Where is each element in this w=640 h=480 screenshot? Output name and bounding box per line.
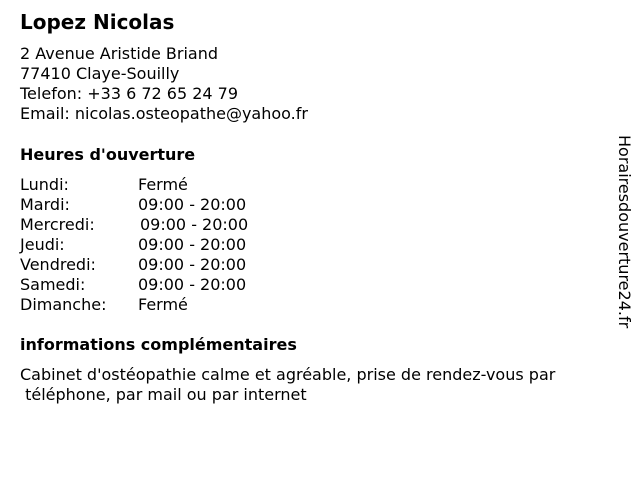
address-street: 2 Avenue Aristide Briand: [20, 44, 219, 63]
day-hours: 09:00 - 20:00: [138, 195, 247, 214]
opening-hours-heading: Heures d'ouverture: [20, 145, 196, 164]
day-hours: 09:00 - 20:00: [138, 275, 247, 294]
day-label: Jeudi:: [20, 235, 65, 254]
day-label: Mercredi:: [20, 215, 95, 234]
day-label: Samedi:: [20, 275, 86, 294]
additional-info-heading: informations complémentaires: [20, 335, 297, 354]
day-hours: Fermé: [138, 175, 188, 194]
email-address: Email: nicolas.osteopathe@yahoo.fr: [20, 104, 308, 123]
day-hours: 09:00 - 20:00: [138, 235, 247, 254]
site-watermark: Horairesdouverture24.fr: [615, 135, 634, 329]
day-hours: 09:00 - 20:00: [138, 255, 247, 274]
phone-number: Telefon: +33 6 72 65 24 79: [20, 84, 239, 103]
address-city: 77410 Claye-Souilly: [20, 64, 180, 83]
contact-block: [20, 44, 308, 124]
description-line: Cabinet d'ostéopathie calme et agréable, prise de rendez-vous par: [20, 365, 556, 384]
day-label: Dimanche:: [20, 295, 107, 314]
day-label: Mardi:: [20, 195, 70, 214]
business-name: Lopez Nicolas: [20, 10, 175, 34]
day-hours: Fermé: [138, 295, 188, 314]
day-hours: 09:00 - 20:00: [140, 215, 249, 234]
additional-info-text: [20, 365, 610, 405]
day-label: Lundi:: [20, 175, 69, 194]
description-line: téléphone, par mail ou par internet: [20, 385, 307, 404]
day-label: Vendredi:: [20, 255, 96, 274]
